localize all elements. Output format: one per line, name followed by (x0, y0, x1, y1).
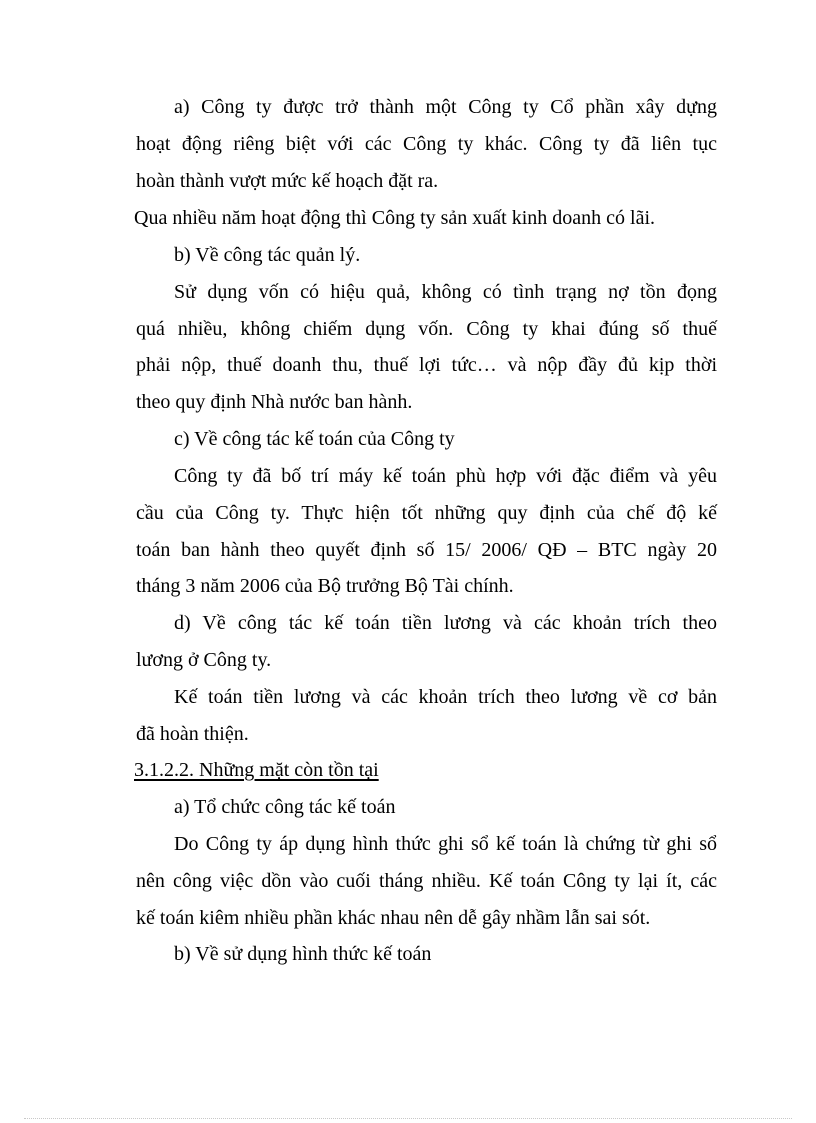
text-line: Kế toán tiền lương và các khoản trích theo lương về cơ bản (174, 686, 717, 708)
text-line: Sử dụng vốn có hiệu quả, không có tình trạng nợ tồn đọng (174, 281, 717, 303)
text-line: nên công việc dồn vào cuối tháng nhiều. Kế toán Công ty lại ít, các (136, 870, 717, 892)
text-line: đã hoàn thiện. (136, 723, 249, 745)
text-line: d) Về công tác kế toán tiền lương và các khoản trích theo (174, 612, 717, 634)
text-line: hoạt động riêng biệt với các Công ty khác. Công ty đã liên tục (136, 133, 717, 155)
text-line: toán ban hành theo quyết định số 15/ 2006/ QĐ – BTC ngày 20 (136, 539, 717, 561)
text-line: phải nộp, thuế doanh thu, thuế lợi tức… và nộp đầy đủ kịp thời (136, 354, 717, 376)
text-line: b) Về sử dụng hình thức kế toán (174, 943, 432, 965)
text-line: cầu của Công ty. Thực hiện tốt những quy định của chế độ kế (136, 502, 717, 524)
text-line: hoàn thành vượt mức kế hoạch đặt ra. (136, 170, 439, 192)
text-line: b) Về công tác quản lý. (174, 244, 361, 266)
text-line: kế toán kiêm nhiều phần khác nhau nên dễ gây nhầm lẫn sai sót. (136, 907, 651, 929)
text-line: tháng 3 năm 2006 của Bộ trưởng Bộ Tài chính. (136, 575, 514, 597)
text-line: Qua nhiều năm hoạt động thì Công ty sản xuất kinh doanh có lãi. (134, 207, 656, 229)
section-heading (134, 752, 715, 788)
page-bottom-divider (24, 1118, 792, 1119)
text-line: a) Công ty được trở thành một Công ty Cổ phần xây dựng (174, 96, 717, 118)
text-line: Do Công ty áp dụng hình thức ghi sổ kế toán là chứng từ ghi sổ (174, 833, 717, 855)
text-line: c) Về công tác kế toán của Công ty (174, 428, 455, 450)
section-heading-text: 3.1.2.2. Những mặt còn tồn tại (134, 759, 379, 781)
text-line: Công ty đã bố trí máy kế toán phù hợp với đặc điểm và yêu (174, 465, 717, 487)
text-line: lương ở Công ty. (136, 649, 272, 671)
text-line: quá nhiều, không chiếm dụng vốn. Công ty khai đúng số thuế (136, 318, 717, 340)
text-line: theo quy định Nhà nước ban hành. (136, 391, 413, 413)
text-line: a) Tổ chức công tác kế toán (174, 796, 396, 818)
